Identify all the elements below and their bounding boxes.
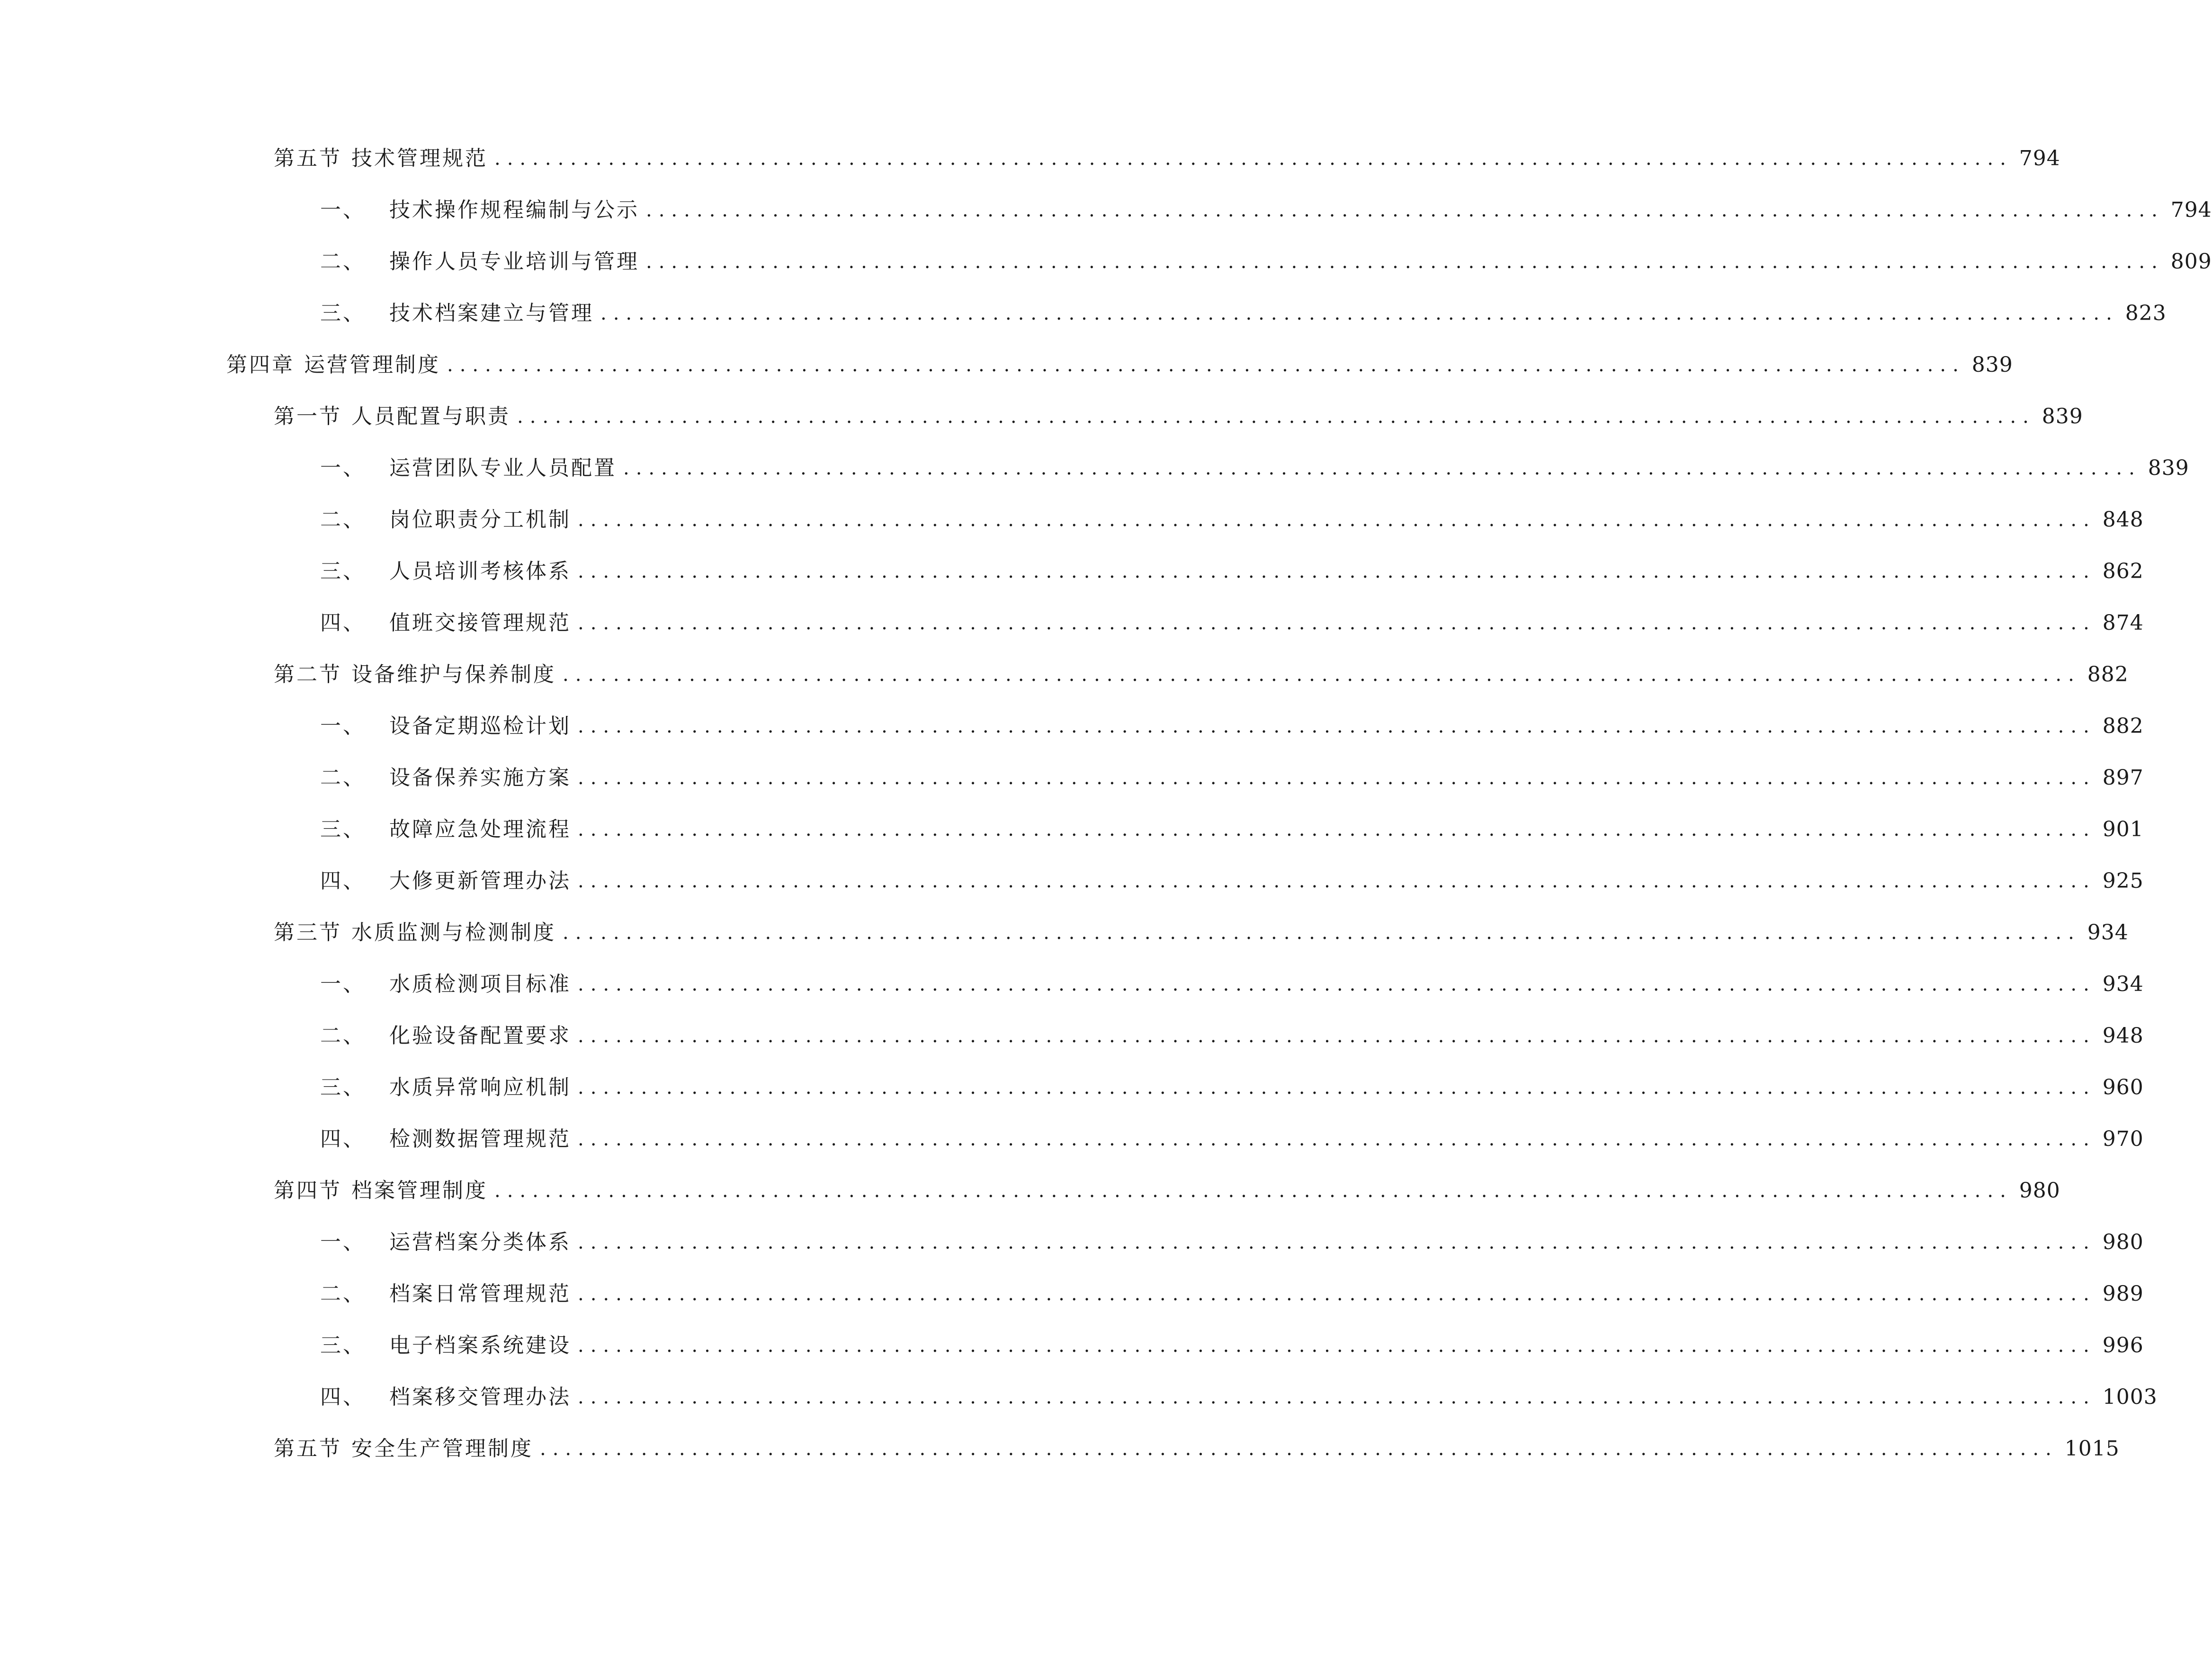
toc-entry-title: 安全生产管理制度 — [351, 1437, 533, 1461]
toc-entry-number: 二、 — [320, 766, 366, 790]
toc-entry-title: 化验设备配置要求 — [389, 1024, 571, 1048]
dot-leader: ........................................................................................................................ — [578, 1077, 2096, 1098]
toc-entry[interactable] — [320, 555, 2144, 588]
toc-entry[interactable] — [320, 607, 2144, 640]
toc-entry-number: 二、 — [320, 250, 366, 274]
toc-entry-page: 794 — [2170, 198, 2212, 222]
dot-leader: ........................................................................................................................ — [578, 1283, 2096, 1305]
toc-entry[interactable] — [274, 142, 2060, 175]
dot-leader: ........................................................................................................................ — [578, 561, 2096, 582]
toc-entry-page: 901 — [2102, 817, 2144, 841]
toc-entry-page: 848 — [2102, 508, 2144, 532]
toc-entry-title: 检测数据管理规范 — [389, 1127, 571, 1151]
toc-entry-number: 二、 — [320, 508, 366, 532]
dot-leader: ........................................................................................................................ — [578, 973, 2096, 995]
toc-entry[interactable] — [274, 400, 2083, 433]
dot-leader: ........................................................................................................................ — [578, 715, 2096, 737]
toc-entry[interactable] — [320, 710, 2144, 743]
toc-entry-page: 934 — [2087, 920, 2129, 945]
toc-entry-number: 二、 — [320, 1024, 366, 1048]
toc-entry-title: 故障应急处理流程 — [389, 817, 571, 841]
toc-entry-number: 三、 — [320, 1333, 366, 1357]
toc-entry-number: 四、 — [320, 611, 366, 635]
toc-entry-number: 第三节 — [274, 920, 342, 945]
dot-leader: ........................................................................................................................ — [578, 1025, 2096, 1047]
toc-entry[interactable] — [320, 503, 2144, 536]
toc-entry[interactable] — [320, 1277, 2144, 1311]
toc-entry-number: 第五节 — [274, 1437, 342, 1461]
dot-leader: ........................................................................................................................ — [578, 870, 2096, 892]
toc-entry-number: 四、 — [320, 1385, 366, 1409]
toc-entry[interactable] — [320, 245, 2212, 278]
toc-entry-number: 三、 — [320, 559, 366, 583]
toc-entry-number: 三、 — [320, 1075, 366, 1099]
dot-leader: ........................................................................................................................ — [623, 457, 2141, 479]
toc-entry-number: 一、 — [320, 972, 366, 996]
toc-entry-number: 第四节 — [274, 1179, 342, 1203]
toc-entry[interactable] — [320, 1019, 2144, 1053]
toc-entry-page: 934 — [2102, 972, 2144, 996]
toc-entry-page: 925 — [2102, 869, 2144, 893]
toc-entry[interactable] — [320, 1071, 2144, 1104]
toc-entry-number: 一、 — [320, 1230, 366, 1254]
toc-entry[interactable] — [320, 968, 2144, 1001]
toc-entry[interactable] — [320, 297, 2167, 330]
toc-entry[interactable] — [320, 865, 2144, 898]
toc-entry-title: 设备保养实施方案 — [389, 766, 571, 790]
toc-entry-title: 水质监测与检测制度 — [351, 920, 556, 945]
dot-leader: ........................................................................................................................ — [578, 1232, 2096, 1253]
dot-leader: ........................................................................................................................ — [578, 612, 2096, 634]
toc-entry-number: 四、 — [320, 869, 366, 893]
toc-entry-page: 839 — [2042, 404, 2083, 429]
toc-entry-title: 运营档案分类体系 — [389, 1230, 571, 1254]
toc-entry-title: 技术档案建立与管理 — [389, 301, 594, 325]
toc-entry-page: 960 — [2102, 1075, 2144, 1099]
toc-entry[interactable] — [274, 1174, 2060, 1207]
dot-leader: ........................................................................................................................ — [563, 664, 2081, 686]
toc-entry-title: 档案管理制度 — [351, 1179, 488, 1203]
dot-leader: ........................................................................................................................ — [517, 406, 2035, 428]
toc-entry-page: 948 — [2102, 1024, 2144, 1048]
dot-leader: ........................................................................................................................ — [563, 922, 2081, 944]
toc-entry-title: 人员培训考核体系 — [389, 559, 571, 583]
toc-entry[interactable] — [320, 1381, 2158, 1414]
toc-entry-title: 运营管理制度 — [304, 353, 440, 377]
toc-entry[interactable] — [320, 1226, 2144, 1259]
toc-entry-number: 一、 — [320, 714, 366, 738]
toc-entry-number: 三、 — [320, 301, 366, 325]
toc-entry-number: 二、 — [320, 1282, 366, 1306]
toc-entry-number: 一、 — [320, 198, 366, 222]
dot-leader: ........................................................................................................................ — [578, 1335, 2096, 1357]
toc-entry-number: 第一节 — [274, 404, 342, 429]
toc-entry-number: 第四章 — [226, 353, 295, 377]
dot-leader: ........................................................................................................................ — [540, 1438, 2058, 1460]
toc-entry[interactable] — [320, 194, 2212, 227]
toc-entry-number: 三、 — [320, 817, 366, 841]
toc-entry[interactable] — [226, 348, 2013, 382]
toc-entry-page: 874 — [2102, 611, 2144, 635]
toc-entry-page: 980 — [2019, 1179, 2060, 1203]
dot-leader: ........................................................................................................................ — [494, 148, 2013, 170]
toc-entry-number: 一、 — [320, 456, 366, 480]
toc-entry-title: 技术操作规程编制与公示 — [389, 198, 639, 222]
toc-entry-number: 第二节 — [274, 662, 342, 687]
toc-entry-page: 839 — [2148, 456, 2189, 480]
dot-leader: ........................................................................................................................ — [447, 354, 1965, 376]
toc-entry-title: 水质异常响应机制 — [389, 1075, 571, 1099]
toc-entry-page: 823 — [2125, 301, 2167, 325]
toc-entry-page: 989 — [2102, 1282, 2144, 1306]
dot-leader: ........................................................................................................................ — [578, 1386, 2096, 1408]
dot-leader: ........................................................................................................................ — [578, 819, 2096, 840]
toc-entry[interactable] — [320, 761, 2144, 795]
toc-entry-title: 档案移交管理办法 — [389, 1385, 571, 1409]
toc-entry-title: 设备维护与保养制度 — [351, 662, 556, 687]
toc-entry-page: 1015 — [2064, 1437, 2120, 1461]
toc-entry-title: 设备定期巡检计划 — [389, 714, 571, 738]
toc-entry-number: 第五节 — [274, 146, 342, 170]
toc-entry[interactable] — [320, 1123, 2144, 1156]
toc-entry-title: 技术管理规范 — [351, 146, 488, 170]
toc-entry-title: 运营团队专业人员配置 — [389, 456, 617, 480]
toc-entry-page: 809 — [2170, 250, 2212, 274]
dot-leader: ........................................................................................................................ — [578, 509, 2096, 531]
toc-entry-page: 839 — [1971, 353, 2013, 377]
toc-entry-title: 值班交接管理规范 — [389, 611, 571, 635]
toc-entry-title: 操作人员专业培训与管理 — [389, 250, 639, 274]
toc-entry-page: 970 — [2102, 1127, 2144, 1151]
dot-leader: ........................................................................................................................ — [646, 199, 2164, 221]
toc-entry[interactable] — [320, 1329, 2144, 1362]
toc-entry[interactable] — [274, 916, 2129, 949]
toc-entry[interactable] — [320, 452, 2189, 485]
dot-leader: ........................................................................................................................ — [646, 251, 2164, 273]
dot-leader: ........................................................................................................................ — [494, 1180, 2013, 1202]
toc-entry-page: 882 — [2087, 662, 2129, 687]
toc-entry-page: 862 — [2102, 559, 2144, 583]
toc-entry[interactable] — [320, 813, 2144, 846]
toc-entry-title: 人员配置与职责 — [351, 404, 510, 429]
dot-leader: ........................................................................................................................ — [600, 303, 2119, 324]
toc-entry-title: 岗位职责分工机制 — [389, 508, 571, 532]
toc-entry-page: 980 — [2102, 1230, 2144, 1254]
toc-entry[interactable] — [274, 658, 2129, 691]
toc-entry-title: 电子档案系统建设 — [389, 1333, 571, 1357]
toc-entry-title: 水质检测项目标准 — [389, 972, 571, 996]
toc-entry-page: 1003 — [2102, 1385, 2158, 1409]
toc-entry-title: 大修更新管理办法 — [389, 869, 571, 893]
toc-entry-title: 档案日常管理规范 — [389, 1282, 571, 1306]
dot-leader: ........................................................................................................................ — [578, 1128, 2096, 1150]
dot-leader: ........................................................................................................................ — [578, 767, 2096, 789]
toc-entry-page: 794 — [2019, 146, 2060, 170]
toc-entry-page: 996 — [2102, 1333, 2144, 1357]
toc-entry-page: 897 — [2102, 766, 2144, 790]
toc-entry-number: 四、 — [320, 1127, 366, 1151]
toc-entry[interactable] — [274, 1432, 2120, 1465]
toc-entry-page: 882 — [2102, 714, 2144, 738]
